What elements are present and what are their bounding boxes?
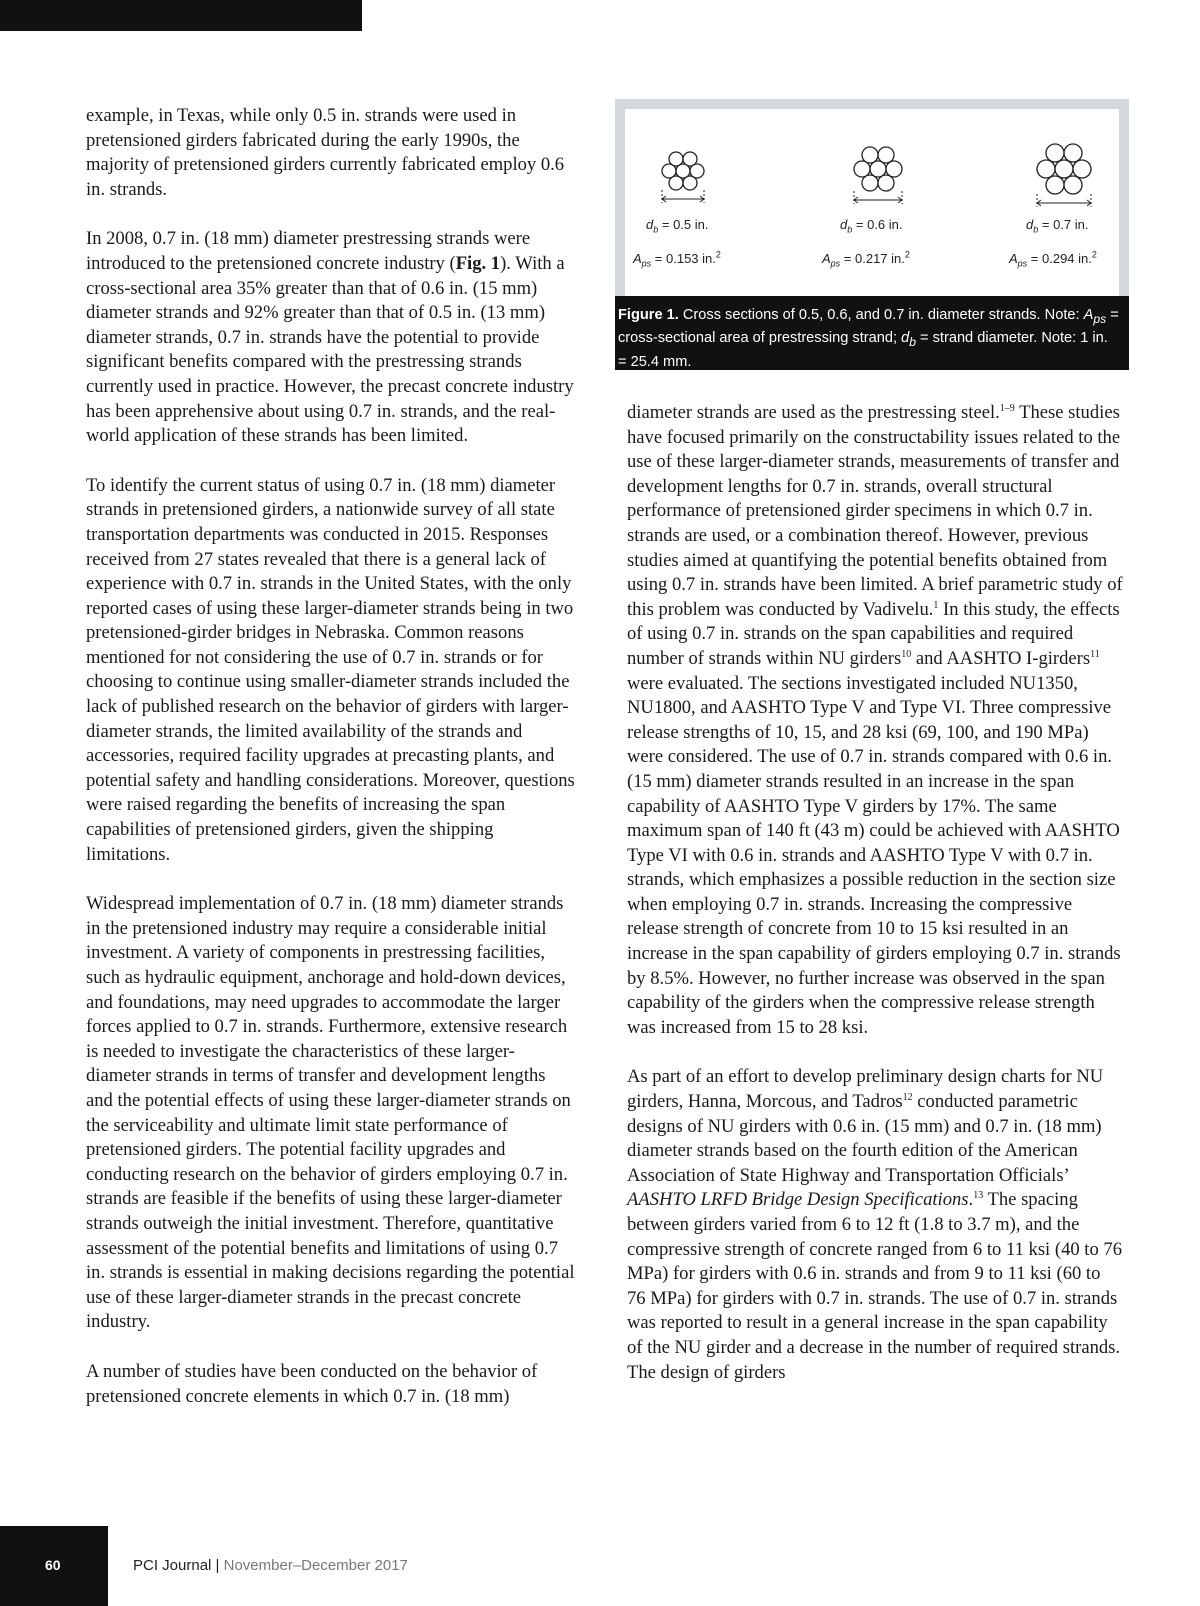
strand-cross-section-icon	[828, 136, 928, 226]
strand-cross-section-icon	[1009, 133, 1119, 228]
citation[interactable]: 13	[973, 1190, 984, 1202]
strand-diameter-label: $d_b = 0.5$ in.	[646, 217, 709, 235]
citation[interactable]: 1	[933, 599, 939, 611]
figure-panel	[625, 109, 1119, 296]
paragraph: To identify the current status of using 0.7 in. (18 mm) diameter strands in pretensioned girders, a nationwide survey of all state transportation departments was conducted in 2015. Responses received from 27 states revealed that there is a general lack of experience with 0.7 in. strands in the United States, with the only reported cases of using these larger-diameter strands being in two pretensioned-girder bridges in Nebraska. Common reasons mentioned for not considering the use of 0.7 in. strands or for choosing to continue using smaller-diameter strands included the lack of published research on the behavior of girders with larger-diameter strands, the limited availability of the strands and accessories, required facility upgrades at precasting plants, and potential safety and handling considerations. Moreover, questions were raised regarding the benefits of increasing the span capabilities of pretensioned girders, given the shipping limitations.	[86, 474, 575, 865]
right-column	[627, 401, 1123, 1410]
paragraph: example, in Texas, while only 0.5 in. strands were used in pretensioned girders fabricated during the early 1990s, the majority of pretensioned girders currently fabricated employ 0.6 in. strands.	[86, 105, 565, 200]
strand-0.5-diagram	[628, 109, 778, 296]
figure-reference[interactable]: Fig. 1	[455, 252, 501, 274]
strand-diameter-label: $d_b = 0.7$ in.	[1026, 217, 1089, 235]
figure-caption: Figure 1. Cross sections of 0.5, 0.6, and 0.7 in. diameter strands. Note: $A_{ps}$ = cross-sectional area of prestressing strand; $d_b$ = strand diameter. Note: 1 in. = 25.4 mm.	[615, 296, 1129, 370]
figure-1	[615, 99, 1129, 370]
strand-diameter-label: $d_b = 0.6$ in.	[840, 217, 903, 235]
paragraph: diameter strands are used as the prestressing steel.$^{1-9}$ These studies have focused primarily on the constructability issues related to the use of these larger-diameter strands, measurements of transfer and development lengths for 0.7 in. strands, overall structural performance of pretensioned girder specimens in which 0.7 in. strands are used, or a combination thereof. However, previous studies aimed at quantifying the potential benefits obtained from using 0.7 in. strands have been limited. A brief parametric study of this problem was conducted by Vadivelu.$^1$ In this study, the effects of using 0.7 in. strands on the span capabilities and required number of strands within NU girders$^{10}$ and AASHTO I-girders$^{11}$ were evaluated. The sections investigated included NU1350, NU1800, and AASHTO Type V and Type VI. Three compressive release strengths of 10, 15, and 28 ksi (69, 100, and 190 MPa) were considered. The use of 0.7 in. strands compared with 0.6 in. (15 mm) diameter strands resulted in an increase in the span capability of AASHTO Type V girders by 17%. The same maximum span of 140 ft (43 m) could be achieved with AASHTO Type VI with 0.6 in. strands and AASHTO Type V with 0.7 in. strands, which emphasizes a possible reduction in the section size when employing 0.7 in. strands. Increasing the compressive release strength of concrete from 10 to 15 ksi resulted in an increase in the span capability of girders employing 0.7 in. strands by 8.5%. However, no further increase was observed in the span capability of the girders when the compressive release strength was increased from 15 to 28 ksi.	[627, 402, 1123, 1038]
strand-0.7-diagram	[989, 109, 1139, 296]
header-bar	[0, 0, 362, 31]
page-number: 60	[45, 1557, 61, 1573]
strand-area-label: $A_{ps} = 0.153$ in.$^2$	[633, 249, 721, 269]
strand-cross-section-icon	[638, 139, 728, 229]
paragraph: In 2008, 0.7 in. (18 mm) diameter prestressing strands were introduced to the pretensioned concrete industry (Fig. 1). With a cross-sectional area 35% greater than that of 0.6 in. (15 mm) diameter strands and 92% greater than that of 0.5 in. (13 mm) diameter strands, 0.7 in. strands have the potential to provide significant benefits compared with the prestressing strands currently used in practice. However, the precast concrete industry has been apprehensive about using 0.7 in. strands, and the real-world application of these strands has been limited.	[86, 228, 574, 447]
paragraph: Widespread implementation of 0.7 in. (18 mm) diameter strands in the pretensioned industry may require a considerable initial investment. A variety of components in prestressing facilities, such as hydraulic equipment, anchorage and hold-down devices, and foundations, may need upgrades to accommodate the larger forces applied to 0.7 in. strands. Furthermore, extensive research is needed to investigate the characteristics of these larger-diameter strands in terms of transfer and development lengths and the potential effects of using these larger-diameter strands on the serviceability and ultimate limit state performance of pretensioned girders. The potential facility upgrades and conducting research on the behavior of girders employing 0.7 in. strands are feasible if the benefits of using these larger-diameter strands outweigh the initial investment. Therefore, quantitative assessment of the potential benefits and limitations of using 0.7 in. strands is essential in making decisions regarding the potential use of these larger-diameter strands in the precast concrete industry.	[86, 893, 575, 1333]
strand-area-label: $A_{ps} = 0.217$ in.$^2$	[822, 249, 910, 269]
citation[interactable]: 11	[1090, 648, 1100, 660]
paragraph: As part of an effort to develop preliminary design charts for NU girders, Hanna, Morcous, and Tadros$^{12}$ conducted parametric designs of NU girders with 0.6 in. (15 mm) and 0.7 in. (18 mm) diameter strands based on the fourth edition of the American Association of State Highway and Transportation Officials’ AASHTO LRFD Bridge Design Specifications.$^{13}$ The spacing between girders varied from 6 to 12 ft (1.8 to 3.7 m), and the compressive strength of concrete ranged from 6 to 11 ksi (40 to 76 MPa) for girders with 0.6 in. strands and from 9 to 11 ksi (60 to 76 MPa) for girders with 0.7 in. strands. The use of 0.7 in. strands was reported to result in a general increase in the span capability of the NU girder and a decrease in the number of required strands. The design of girders	[627, 1066, 1123, 1383]
left-column	[86, 104, 576, 1434]
citation[interactable]: 10	[901, 648, 912, 660]
footer-journal: PCI Journal | November–December 2017	[133, 1557, 408, 1574]
citation[interactable]: 1–9	[999, 402, 1015, 414]
citation[interactable]: 12	[902, 1091, 913, 1103]
paragraph: A number of studies have been conducted on the behavior of pretensioned concrete elements in which 0.7 in. (18 mm)	[86, 1360, 538, 1407]
strand-area-label: $A_{ps} = 0.294$ in.$^2$	[1009, 249, 1097, 269]
strand-0.6-diagram	[812, 109, 962, 296]
